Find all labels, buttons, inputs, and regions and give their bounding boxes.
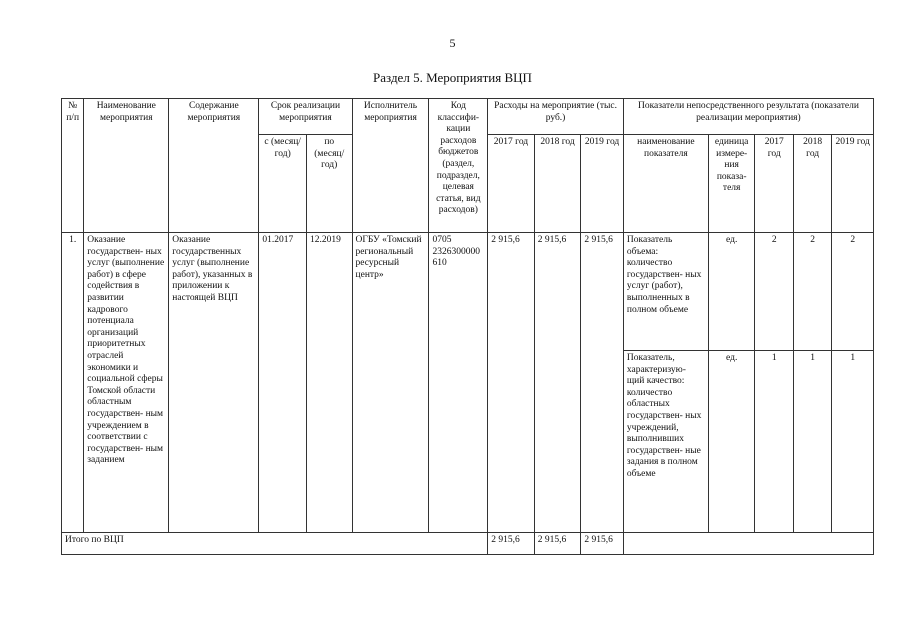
header-ind-2018: 2018 год <box>793 135 831 233</box>
header-ind-2017: 2017 год <box>755 135 793 233</box>
header-ind-name: наименование показателя <box>623 135 708 233</box>
total-label: Итого по ВЦП <box>62 533 488 555</box>
indicator-2017: 1 <box>755 351 793 533</box>
indicator-unit: ед. <box>708 351 755 533</box>
section-title: Раздел 5. Мероприятия ВЦП <box>373 70 532 85</box>
indicator-2019: 1 <box>832 351 874 533</box>
row-num: 1. <box>62 233 84 533</box>
total-exp-2017: 2 915,6 <box>488 533 535 555</box>
header-period-to: по (месяц/ год) <box>306 135 352 233</box>
row-name: Оказание государствен- ных услуг (выполнение работ) в сфере содействия в развитии кадрового потенциала организаций приоритетных отраслей экономики и социальной сферы Томской области областным государствен- ным учреждением в соответствии с государствен- ным заданием <box>84 233 169 533</box>
row-exp-2017: 2 915,6 <box>488 233 535 533</box>
row-exp-2019: 2 915,6 <box>581 233 624 533</box>
header-ind-2019: 2019 год <box>832 135 874 233</box>
header-exp-2017: 2017 год <box>488 135 535 233</box>
indicator-unit: ед. <box>708 233 755 351</box>
header-num: № п/п <box>62 99 84 233</box>
indicator-2018: 1 <box>793 351 831 533</box>
indicator-2018: 2 <box>793 233 831 351</box>
indicator-2019: 2 <box>832 233 874 351</box>
indicator-2017: 2 <box>755 233 793 351</box>
header-name: Наименование мероприятия <box>84 99 169 233</box>
total-exp-2018: 2 915,6 <box>534 533 581 555</box>
row-to: 12.2019 <box>306 233 352 533</box>
header-expenses: Расходы на мероприятие (тыс. руб.) <box>488 99 624 135</box>
row-code: 0705 2326300000 610 <box>429 233 488 533</box>
header-executor: Исполнитель мероприятия <box>352 99 429 233</box>
total-row <box>62 533 874 555</box>
activities-table <box>61 98 874 555</box>
row-executor: ОГБУ «Томский региональный ресурсный центр» <box>352 233 429 533</box>
header-indicators: Показатели непосредственного результата (показатели реализации мероприятия) <box>623 99 873 135</box>
indicator-name: Показатель, характеризую- щий качество: количество областных государствен- ных учреждений, выполнивших государствен- ные задания в полном объеме <box>623 351 708 533</box>
header-period-from: с (месяц/ год) <box>259 135 307 233</box>
table-row <box>62 233 874 351</box>
header-ind-unit: единица измере- ния показа- теля <box>708 135 755 233</box>
total-empty <box>623 533 873 555</box>
total-exp-2019: 2 915,6 <box>581 533 624 555</box>
header-code: Код классифи- кации расходов бюджетов (раздел, подраздел, целевая статья, вид расходов) <box>429 99 488 233</box>
header-content: Содержание мероприятия <box>169 99 259 233</box>
row-exp-2018: 2 915,6 <box>534 233 581 533</box>
header-exp-2018: 2018 год <box>534 135 581 233</box>
indicator-name: Показатель объема: количество государствен- ных услуг (работ), выполненных в полном объеме <box>623 233 708 351</box>
header-exp-2019: 2019 год <box>581 135 624 233</box>
row-from: 01.2017 <box>259 233 307 533</box>
page-number: 5 <box>449 36 456 50</box>
header-period: Срок реализации мероприятия <box>259 99 352 135</box>
row-content: Оказание государственных услуг (выполнение работ), указанных в приложении к настоящей ВЦП <box>169 233 259 533</box>
